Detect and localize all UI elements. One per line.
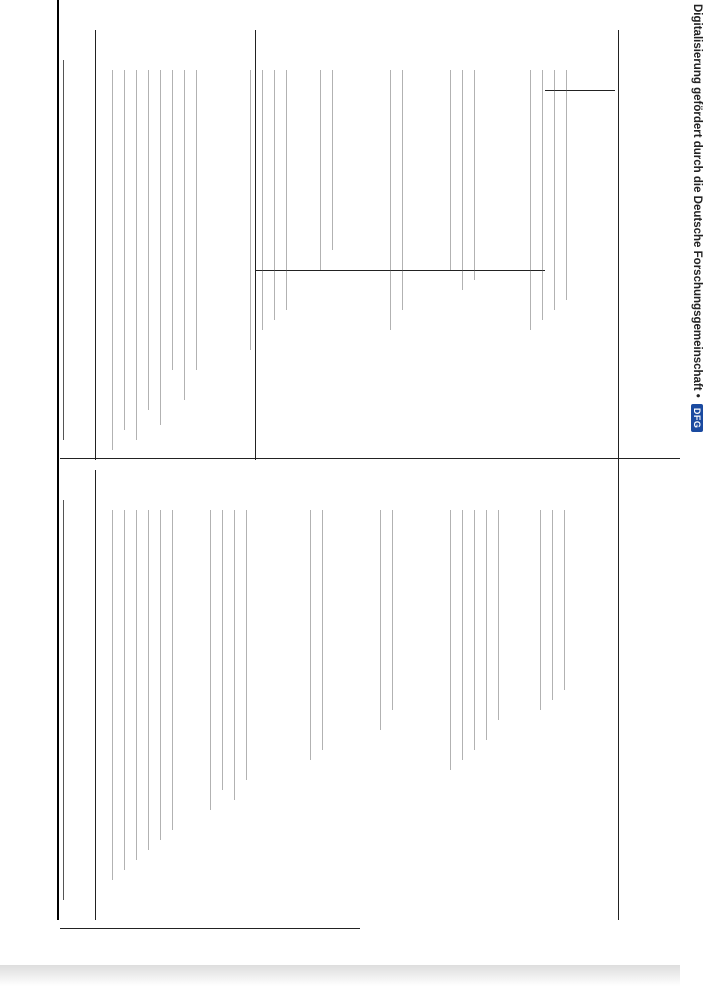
text-line <box>148 70 149 410</box>
text-line <box>112 510 113 880</box>
text-line <box>554 70 555 310</box>
text-line <box>486 510 487 740</box>
text-line <box>172 510 173 830</box>
text-line <box>196 70 197 370</box>
text-line <box>184 70 185 400</box>
text-line <box>474 70 475 280</box>
text-line <box>474 510 475 750</box>
text-line <box>530 70 531 330</box>
header-block-right-line <box>55 60 63 420</box>
text-line <box>148 510 149 850</box>
text-line <box>246 510 247 780</box>
text-line <box>566 70 567 300</box>
header-block-right-line <box>63 60 72 440</box>
header-block-left-line <box>63 500 72 900</box>
text-line <box>124 70 125 430</box>
text-line <box>320 70 321 270</box>
table-col-rule-1 <box>95 30 96 460</box>
text-line <box>462 510 463 760</box>
text-line <box>172 70 173 370</box>
text-line <box>250 70 251 350</box>
page-right-margin-rule <box>618 30 619 920</box>
header-block-right <box>55 60 72 440</box>
text-line <box>160 70 161 425</box>
table-col-rule-3 <box>95 470 96 920</box>
text-line <box>262 70 263 330</box>
text-line <box>136 510 137 860</box>
text-line <box>124 510 125 870</box>
dfg-logo-badge: DFG <box>691 404 703 433</box>
text-line <box>402 70 403 310</box>
text-line <box>332 70 333 250</box>
text-line <box>450 510 451 770</box>
text-line <box>222 510 223 790</box>
text-line <box>160 510 161 840</box>
text-line <box>322 510 323 750</box>
text-line <box>210 510 211 810</box>
text-line <box>234 510 235 800</box>
digitization-text: Digitalisierung gefördert durch die Deutsche Forschungsgemeinschaft • <box>691 4 703 398</box>
text-line <box>380 510 381 730</box>
digitization-band-text-wrap <box>687 0 707 1000</box>
text-line <box>498 510 499 720</box>
text-line <box>136 70 137 440</box>
text-line <box>450 70 451 270</box>
text-line <box>540 510 541 710</box>
text-line <box>462 70 463 290</box>
text-line <box>286 70 287 310</box>
digitization-band <box>683 0 707 1000</box>
text-line <box>112 70 113 450</box>
header-block-left <box>55 500 72 900</box>
text-line <box>274 70 275 320</box>
text-line <box>564 510 565 690</box>
text-line <box>392 510 393 710</box>
text-line <box>552 510 553 700</box>
header-block-left-line <box>55 500 63 880</box>
text-column-body <box>100 60 600 940</box>
text-line <box>390 70 391 330</box>
text-line <box>310 510 311 760</box>
scan-bottom-shadow <box>0 965 680 1000</box>
text-line <box>542 70 543 320</box>
